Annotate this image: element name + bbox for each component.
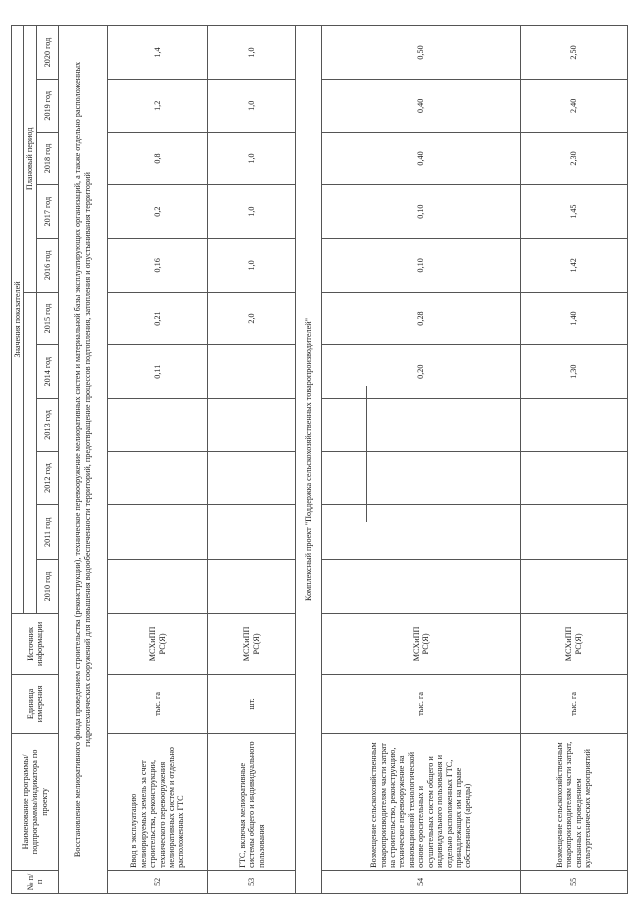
row-value: 1,45 [520, 185, 627, 239]
row-value [322, 399, 520, 452]
row-value [322, 560, 520, 614]
header-year: 2010 год [36, 560, 58, 614]
table-row [208, 26, 296, 894]
section-heading: Восстановление мелиоративного фонда проведением строительства (реконструкции), техническое перевооружение мелиоративных систем и материальной базы эксплуатирующих организаций, а также отдельно расположенных гидротехнических сооружений для повышения водообеспеченности территорий, предотвращение процессов подтопления, затопления и опустынивания территорий [58, 26, 107, 894]
row-value: 1,4 [107, 26, 208, 80]
row-value: 1,40 [520, 292, 627, 345]
row-value [107, 560, 208, 614]
row-value: 0,40 [322, 132, 520, 185]
row-value: 1,0 [208, 132, 296, 185]
row-name: ГТС, включая мелиоративные системы общего и индивидуального пользования [208, 733, 296, 870]
row-value: 2,30 [520, 132, 627, 185]
header-year: 2019 год [36, 79, 58, 132]
row-value: 0,20 [322, 345, 520, 399]
row-value: 1,0 [208, 185, 296, 239]
row-source: МСХиПП РС(Я) [107, 613, 208, 674]
table-row [520, 26, 627, 894]
header-year: 2018 год [36, 132, 58, 185]
header-planned-period: Плановый период [24, 26, 36, 293]
header-year: 2016 год [36, 238, 58, 292]
row-unit: шт. [208, 674, 296, 733]
row-value [208, 399, 296, 452]
header-name: Наименование программы/подпрограммы/индикатора по проекту [12, 733, 59, 870]
header-unit: Единица измерения [12, 674, 59, 733]
header-year: 2020 год [36, 26, 58, 80]
header-year: 2015 год [36, 292, 58, 345]
row-number: 53 [208, 870, 296, 893]
row-value: 0,40 [322, 79, 520, 132]
row-unit: тыс. га [520, 674, 627, 733]
row-value: 1,42 [520, 238, 627, 292]
table-row [107, 26, 208, 894]
header-num: № п/п [12, 870, 59, 893]
row-value: 2,0 [208, 292, 296, 345]
row-value [520, 505, 627, 560]
row-value: 0,50 [322, 26, 520, 80]
header-blank-span [24, 292, 36, 613]
row-value: 1,0 [208, 79, 296, 132]
divider-line [366, 386, 367, 522]
row-value: 0,10 [322, 185, 520, 239]
row-value [322, 505, 520, 560]
row-value: 1,0 [208, 26, 296, 80]
row-unit: тыс. га [322, 674, 520, 733]
row-source: МСХиПП РС(Я) [322, 613, 520, 674]
row-value: 0,2 [107, 185, 208, 239]
row-source: МСХиПП РС(Я) [520, 613, 627, 674]
header-values-group: Значения показателей [12, 26, 24, 614]
header-year: 2013 год [36, 399, 58, 452]
indicator-table [11, 25, 628, 894]
row-value: 2,50 [520, 26, 627, 80]
row-source: МСХиПП РС(Я) [208, 613, 296, 674]
header-year: 2014 год [36, 345, 58, 399]
row-value: 1,2 [107, 79, 208, 132]
row-value [208, 505, 296, 560]
row-value [107, 505, 208, 560]
table-row [322, 26, 520, 894]
header-source: Источник информации [12, 613, 59, 674]
row-value: 0,10 [322, 238, 520, 292]
row-number: 52 [107, 870, 208, 893]
row-number: 54 [322, 870, 520, 893]
row-value: 0,16 [107, 238, 208, 292]
row-value: 1,0 [208, 238, 296, 292]
row-value [520, 560, 627, 614]
row-value [208, 451, 296, 505]
header-year: 2012 год [36, 451, 58, 505]
row-value: 0,28 [322, 292, 520, 345]
row-number: 55 [520, 870, 627, 893]
row-value [107, 451, 208, 505]
row-value: 2,40 [520, 79, 627, 132]
header-year: 2011 год [36, 505, 58, 560]
rotated-page [11, 25, 628, 894]
row-name: Возмещение сельскохозяйственным товаропроизводителям части затрат, связанных с проведением культуртехнических мероприятий [520, 733, 627, 870]
row-value: 0,11 [107, 345, 208, 399]
row-value: 0,8 [107, 132, 208, 185]
row-value: 0,21 [107, 292, 208, 345]
row-value [208, 560, 296, 614]
row-value [107, 399, 208, 452]
header-year: 2017 год [36, 185, 58, 239]
section-heading: Комплексный проект "Поддержка сельскохозяйственных товаропроизводителей" [296, 26, 322, 894]
row-name: Возмещение сельскохозяйственным товаропроизводителям части затрат на строительство, реконструкцию, техническое перевооружение на инновационной технологической основе оросительных и осушительных систем общего и индивидуального пользования и отдельно расположенных ГТС, принадлежащих им на праве собственности (аренды) [322, 733, 520, 870]
row-value [520, 451, 627, 505]
row-value: 1,30 [520, 345, 627, 399]
row-value [322, 451, 520, 505]
row-value [208, 345, 296, 399]
row-unit: тыс. га [107, 674, 208, 733]
row-name: Ввод в эксплуатацию мелиорируемых земель за счет строительства, реконструкции, технического перевооружения мелиоративных систем и отдельно расположенных ГТС [107, 733, 208, 870]
row-value [520, 399, 627, 452]
